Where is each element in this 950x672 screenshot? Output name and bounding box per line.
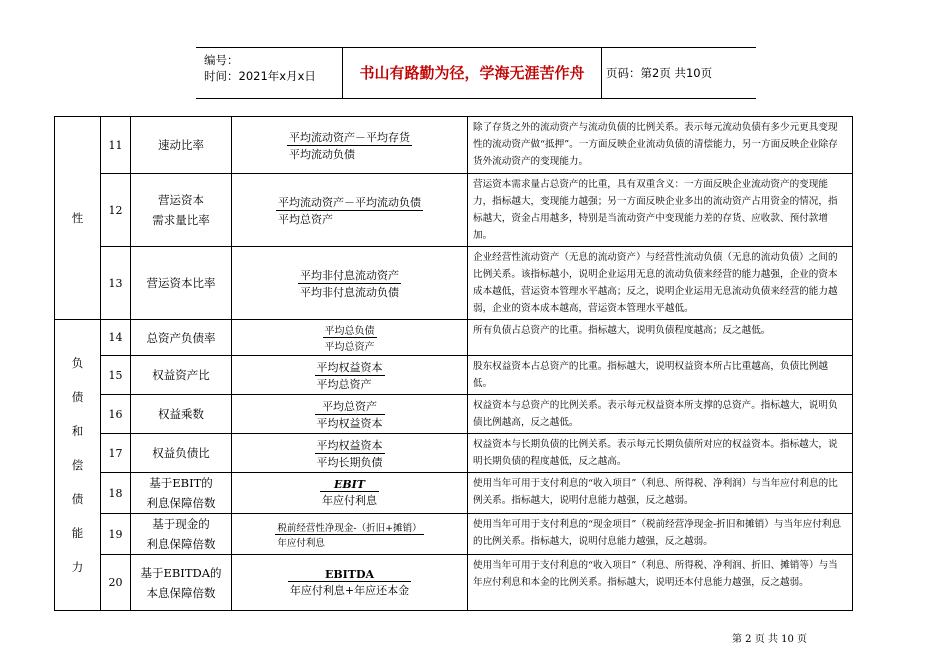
row-number: 13 xyxy=(101,247,131,320)
formula: $\frac{\text{平均权益资本}}{\text{平均总资产}}$ xyxy=(232,356,468,395)
indicator-name: 营运资本比率 xyxy=(131,247,232,320)
table-row xyxy=(55,117,853,174)
indicator-name: 权益乘数 xyxy=(131,395,232,434)
indicator-name: 营运资本 需求量比率 xyxy=(131,174,232,247)
formula: $\frac{\text{EBIT}}{\text{年应付利息}}$ xyxy=(232,473,468,514)
indicator-name: 基于EBIT的 利息保障倍数 xyxy=(131,473,232,514)
row-number: 15 xyxy=(101,356,131,395)
formula: $\frac{\text{EBITDA}}{\text{年应付利息+年应还本金}}$ xyxy=(232,555,468,611)
table-row xyxy=(55,434,853,473)
motto: 书山有路勤为径，学海无涯苦作舟 xyxy=(342,48,602,98)
description: 权益资本与总资产的比例关系。表示每元权益资本所支撑的总资产。指标越大，说明负债比例越高，反之越低。 xyxy=(468,395,853,434)
category-label: 性 xyxy=(71,211,84,225)
formula: $\frac{\text{平均流动资产－平均流动负债}}{\text{平均总资产}}$ xyxy=(232,174,468,247)
description: 使用当年可用于支付利息的“收入项目”（利息、所得税、净利润）与当年应付利息的比例关系。指标越大，说明付息能力越强，反之越弱。 xyxy=(468,473,853,514)
table-row xyxy=(55,555,853,611)
page-header xyxy=(196,47,756,99)
description: 所有负债占总资产的比重。指标越大，说明负债程度越高；反之越低。 xyxy=(468,320,853,356)
indicator-name: 权益资产比 xyxy=(131,356,232,395)
description: 营运资本需求量占总资产的比重，具有双重含义：一方面反映企业流动资产的变现能力，指标越大，变现能力越强；另一方面反映企业多出的流动资产占用资金的情况，指标越大，资金占用越多，特别是当流动资产中变现能力差的存货、应收款、预付款增加。 xyxy=(468,174,853,247)
table-row xyxy=(55,473,853,514)
page-label: 页码：第2页 共10页 xyxy=(606,66,713,80)
description: 权益资本与长期负债的比例关系。表示每元长期负债所对应的权益资本。指标越大，说明长期负债的程度越低，反之越高。 xyxy=(468,434,853,473)
table-row xyxy=(55,514,853,555)
formula: $\frac{\text{平均总资产}}{\text{平均权益资本}}$ xyxy=(232,395,468,434)
page-footer: 第 2 页 共 10 页 xyxy=(732,634,807,645)
table-row xyxy=(55,320,853,356)
table-row xyxy=(55,174,853,247)
description: 使用当年可用于支付利息的“现金项目”（税前经营净现金-折旧和摊销）与当年应付利息的比例关系。指标越大，说明付息能力越强，反之越弱。 xyxy=(468,514,853,555)
table-row xyxy=(55,395,853,434)
row-number: 18 xyxy=(101,473,131,514)
row-number: 19 xyxy=(101,514,131,555)
table-row xyxy=(55,247,853,320)
indicator-name: 基于EBITDA的 本息保障倍数 xyxy=(131,555,232,611)
indicator-name: 基于现金的 利息保障倍数 xyxy=(131,514,232,555)
description: 除了存货之外的流动资产与流动负债的比例关系。表示每元流动负债有多少元更具变现性的流动资产做“抵押”。一方面反映企业流动负债的清偿能力，另一方面反映企业除存货外流动资产的变现能力。 xyxy=(468,117,853,174)
row-number: 20 xyxy=(101,555,131,611)
row-number: 12 xyxy=(101,174,131,247)
header-left xyxy=(196,48,342,98)
row-number: 16 xyxy=(101,395,131,434)
formula: $\frac{\text{平均总负债}}{\text{平均总资产}}$ xyxy=(232,320,468,356)
description: 股东权益资本占总资产的比重。指标越大，说明权益资本所占比重越高，负债比例越低。 xyxy=(468,356,853,395)
indicator-name: 速动比率 xyxy=(131,117,232,174)
serial-label: 编号： xyxy=(204,53,239,67)
row-number: 14 xyxy=(101,320,131,356)
ratio-table xyxy=(54,116,853,611)
category-cell-liquidity xyxy=(55,117,101,320)
row-number: 17 xyxy=(101,434,131,473)
formula: $\frac{\text{平均非付息流动资产}}{\text{平均非付息流动负债}}$ xyxy=(232,247,468,320)
time-label: 时间：2021年x月x日 xyxy=(204,69,316,83)
row-number: 11 xyxy=(101,117,131,174)
indicator-name: 总资产负债率 xyxy=(131,320,232,356)
indicator-name: 权益负债比 xyxy=(131,434,232,473)
formula: $\frac{\text{平均流动资产－平均存货}}{\text{平均流动负债}}$ xyxy=(232,117,468,174)
formula: $\frac{\text{税前经营性净现金-（折旧+摊销）}}{\text{年应付利息}}$ xyxy=(232,514,468,555)
formula: $\frac{\text{平均权益资本}}{\text{平均长期负债}}$ xyxy=(232,434,468,473)
description: 企业经营性流动资产（无息的流动资产）与经营性流动负债（无息的流动负债）之间的比例关系。该指标越小，说明企业运用无息的流动负债来经营的能力越强，企业的资本成本越低，营运资本管理水平越高；反之，说明企业运用无息流动负债来经营的能力越弱，企业的资本成本越高，营运资本管理水平越低。 xyxy=(468,247,853,320)
table-row xyxy=(55,356,853,395)
description: 使用当年可用于支付利息的“收入项目”（利息、所得税、净利润、折旧、摊销等）与当年应付利息和本金的比例关系。指标越大，说明还本付息能力越强，反之越弱。 xyxy=(468,555,853,611)
category-cell-solvency: 负 债 和 偿 债 能 力 xyxy=(55,320,101,611)
